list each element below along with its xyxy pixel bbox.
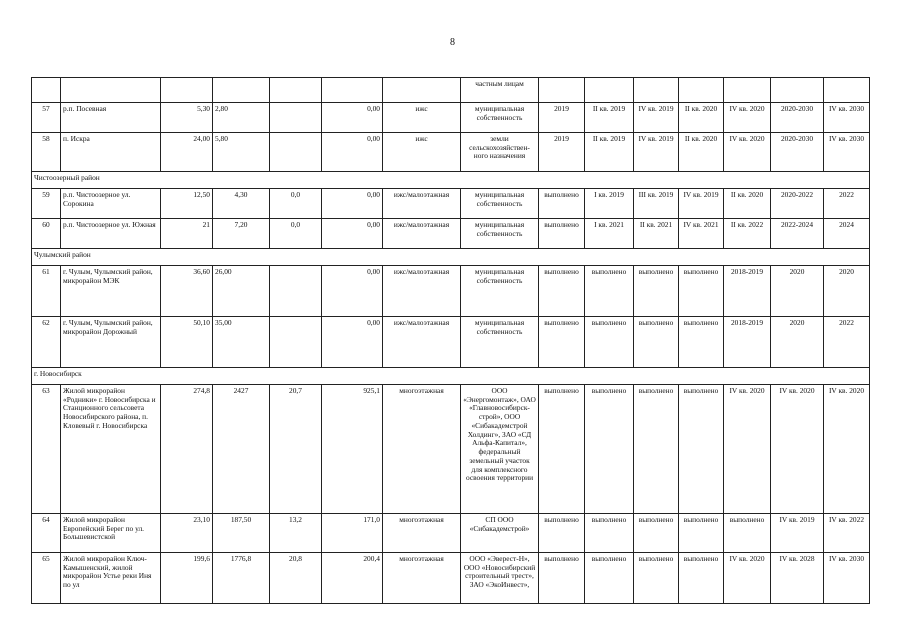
section-header-row: [32, 249, 870, 266]
cell-num: 65: [32, 553, 61, 604]
cell-owner: муниципальная собственность: [461, 266, 539, 317]
cell-c15: IV кв. 2030: [824, 103, 870, 133]
cell-c15: 2022: [824, 189, 870, 219]
cell-c9: выполнено: [539, 553, 585, 604]
cell-c15: 2024: [824, 219, 870, 249]
table-row: [32, 266, 870, 317]
cell-c10: I кв. 2019: [585, 189, 634, 219]
cell-type: [383, 78, 461, 103]
page-number: 8: [450, 37, 455, 48]
cell-c9: выполнено: [539, 514, 585, 553]
cell-c10: выполнено: [585, 266, 634, 317]
cell-c10: выполнено: [585, 385, 634, 514]
cell-type: многоэтажная: [383, 553, 461, 604]
cell-c4: 2427: [213, 385, 270, 514]
cell-c4: 7,20: [213, 219, 270, 249]
cell-c4: 2,80: [213, 103, 270, 133]
cell-c9: [539, 78, 585, 103]
cell-c9: 2019: [539, 103, 585, 133]
table-row: [32, 219, 870, 249]
land-plots-table: [31, 77, 870, 604]
cell-area: 24,00: [161, 133, 213, 172]
cell-c6: 0,00: [322, 103, 383, 133]
cell-num: [32, 78, 61, 103]
cell-c11: II кв. 2021: [634, 219, 679, 249]
cell-c6: 0,00: [322, 219, 383, 249]
cell-c15: IV кв. 2030: [824, 133, 870, 172]
cell-c4: 4,30: [213, 189, 270, 219]
cell-c13: II кв. 2022: [724, 219, 771, 249]
cell-c5: 0,0: [270, 219, 322, 249]
cell-c15: 2020: [824, 266, 870, 317]
cell-c10: выполнено: [585, 514, 634, 553]
cell-c12: [679, 78, 724, 103]
cell-c14: 2020: [771, 266, 824, 317]
cell-name: р.п. Чистоозерное ул. Сорокина: [61, 189, 161, 219]
cell-c4: 35,00: [213, 317, 270, 368]
cell-c12: выполнено: [679, 553, 724, 604]
cell-c5: [270, 103, 322, 133]
cell-c14: 2020: [771, 317, 824, 368]
cell-c12: IV кв. 2019: [679, 189, 724, 219]
section-header-row: [32, 172, 870, 189]
cell-area: [161, 78, 213, 103]
cell-owner: земли сельскохозяйствен-ного назначения: [461, 133, 539, 172]
cell-c13: выполнено: [724, 514, 771, 553]
table-row: [32, 78, 870, 103]
table-row: [32, 385, 870, 514]
cell-c13: II кв. 2020: [724, 189, 771, 219]
cell-owner: муниципальная собственность: [461, 219, 539, 249]
cell-c13: IV кв. 2020: [724, 385, 771, 514]
cell-c12: выполнено: [679, 385, 724, 514]
cell-c9: выполнено: [539, 219, 585, 249]
cell-num: 63: [32, 385, 61, 514]
cell-name: [61, 78, 161, 103]
cell-c6: 0,00: [322, 317, 383, 368]
cell-num: 59: [32, 189, 61, 219]
cell-num: 60: [32, 219, 61, 249]
cell-c11: [634, 78, 679, 103]
cell-area: 199,6: [161, 553, 213, 604]
cell-c13: 2018-2019: [724, 317, 771, 368]
cell-c4: 26,00: [213, 266, 270, 317]
cell-c10: II кв. 2019: [585, 133, 634, 172]
cell-c6: 200,4: [322, 553, 383, 604]
cell-c9: выполнено: [539, 317, 585, 368]
cell-name: р.п. Чистоозерное ул. Южная: [61, 219, 161, 249]
cell-name: Жилой микрорайон Ключ-Камышенский, жилой микрорайон Устье реки Иня по ул: [61, 553, 161, 604]
cell-area: 5,30: [161, 103, 213, 133]
cell-c4: 187,50: [213, 514, 270, 553]
cell-c4: 1776,8: [213, 553, 270, 604]
cell-c9: выполнено: [539, 189, 585, 219]
cell-c15: [824, 78, 870, 103]
cell-c6: 0,00: [322, 189, 383, 219]
cell-c10: выполнено: [585, 553, 634, 604]
cell-area: 274,8: [161, 385, 213, 514]
cell-c4: 5,80: [213, 133, 270, 172]
cell-c13: 2018-2019: [724, 266, 771, 317]
cell-num: 64: [32, 514, 61, 553]
cell-type: многоэтажная: [383, 514, 461, 553]
cell-c11: IV кв. 2019: [634, 133, 679, 172]
cell-c13: IV кв. 2020: [724, 103, 771, 133]
section-header-row: [32, 368, 870, 385]
cell-num: 58: [32, 133, 61, 172]
cell-c11: IV кв. 2019: [634, 103, 679, 133]
cell-name: г. Чулым, Чулымский район, микрорайон Дорожный: [61, 317, 161, 368]
cell-area: 12,50: [161, 189, 213, 219]
cell-c15: IV кв. 2030: [824, 553, 870, 604]
cell-c13: IV кв. 2020: [724, 553, 771, 604]
cell-type: ижс: [383, 103, 461, 133]
cell-type: ижс/малоэтажная: [383, 189, 461, 219]
cell-c6: 171,0: [322, 514, 383, 553]
table-row: [32, 514, 870, 553]
cell-c6: 925,1: [322, 385, 383, 514]
cell-num: 62: [32, 317, 61, 368]
cell-owner: частным лицам: [461, 78, 539, 103]
cell-c14: 2022-2024: [771, 219, 824, 249]
cell-c13: [724, 78, 771, 103]
table-row: [32, 553, 870, 604]
table-row: [32, 133, 870, 172]
cell-c12: II кв. 2020: [679, 103, 724, 133]
cell-c12: выполнено: [679, 266, 724, 317]
cell-c5: [270, 317, 322, 368]
cell-owner: ООО «Энергомонтаж», ОАО «Главновосибирск-строй», ООО «Сибакадемстрой Холдинг», ЗАО «СД Альфа-Капитал», федеральный земельный участок для комплексного освоения территории: [461, 385, 539, 514]
cell-c4: [213, 78, 270, 103]
cell-c10: II кв. 2019: [585, 103, 634, 133]
cell-type: ижс/малоэтажная: [383, 266, 461, 317]
cell-c10: I кв. 2021: [585, 219, 634, 249]
cell-c14: [771, 78, 824, 103]
cell-num: 57: [32, 103, 61, 133]
cell-c14: IV кв. 2028: [771, 553, 824, 604]
section-header: Чулымский район: [32, 249, 870, 266]
cell-c9: выполнено: [539, 266, 585, 317]
cell-c9: выполнено: [539, 385, 585, 514]
cell-c12: IV кв. 2021: [679, 219, 724, 249]
cell-c14: 2020-2022: [771, 189, 824, 219]
cell-c5: 20,8: [270, 553, 322, 604]
cell-c10: выполнено: [585, 317, 634, 368]
cell-name: р.п. Посевная: [61, 103, 161, 133]
cell-name: г. Чулым, Чулымский район, микрорайон МЭК: [61, 266, 161, 317]
cell-c12: II кв. 2020: [679, 133, 724, 172]
cell-owner: муниципальная собственность: [461, 103, 539, 133]
section-header: г. Новосибирск: [32, 368, 870, 385]
table-row: [32, 317, 870, 368]
cell-c11: выполнено: [634, 266, 679, 317]
cell-c6: [322, 78, 383, 103]
cell-c6: 0,00: [322, 266, 383, 317]
cell-c15: IV кв. 2020: [824, 385, 870, 514]
table-row: [32, 189, 870, 219]
cell-c10: [585, 78, 634, 103]
cell-c14: 2020-2030: [771, 133, 824, 172]
cell-type: ижс: [383, 133, 461, 172]
section-header: Чистоозерный район: [32, 172, 870, 189]
cell-c15: 2022: [824, 317, 870, 368]
cell-c11: выполнено: [634, 514, 679, 553]
cell-area: 23,10: [161, 514, 213, 553]
cell-c15: IV кв. 2022: [824, 514, 870, 553]
cell-type: многоэтажная: [383, 385, 461, 514]
cell-owner: муниципальная собственность: [461, 317, 539, 368]
cell-c5: [270, 133, 322, 172]
cell-c11: выполнено: [634, 385, 679, 514]
cell-c5: [270, 266, 322, 317]
cell-c11: III кв. 2019: [634, 189, 679, 219]
cell-c5: 0,0: [270, 189, 322, 219]
cell-c14: 2020-2030: [771, 103, 824, 133]
cell-c11: выполнено: [634, 553, 679, 604]
cell-c13: IV кв. 2020: [724, 133, 771, 172]
table-row: [32, 103, 870, 133]
cell-area: 36,60: [161, 266, 213, 317]
cell-c14: IV кв. 2020: [771, 385, 824, 514]
cell-c5: 13,2: [270, 514, 322, 553]
cell-c12: выполнено: [679, 514, 724, 553]
cell-type: ижс/малоэтажная: [383, 317, 461, 368]
cell-num: 61: [32, 266, 61, 317]
cell-c5: 20,7: [270, 385, 322, 514]
cell-owner: муниципальная собственность: [461, 189, 539, 219]
cell-c9: 2019: [539, 133, 585, 172]
cell-c6: 0,00: [322, 133, 383, 172]
cell-c14: IV кв. 2019: [771, 514, 824, 553]
cell-c12: выполнено: [679, 317, 724, 368]
cell-c5: [270, 78, 322, 103]
cell-owner: СП ООО «Сибакадемстрой»: [461, 514, 539, 553]
cell-area: 21: [161, 219, 213, 249]
cell-name: Жилой микрорайон Европейский Берег по ул. Большевистской: [61, 514, 161, 553]
cell-name: Жилой микрорайон «Родники» г. Новосибирска и Станционного сельсовета Новосибирского района, п. Кловевый г. Новосибирска: [61, 385, 161, 514]
cell-type: ижс/малоэтажная: [383, 219, 461, 249]
cell-c11: выполнено: [634, 317, 679, 368]
cell-area: 50,10: [161, 317, 213, 368]
cell-name: п. Искра: [61, 133, 161, 172]
cell-owner: ООО «Эверест-Н», ООО «Новосибирский строительный трест», ЗАО «ЭкоИнвест»,: [461, 553, 539, 604]
